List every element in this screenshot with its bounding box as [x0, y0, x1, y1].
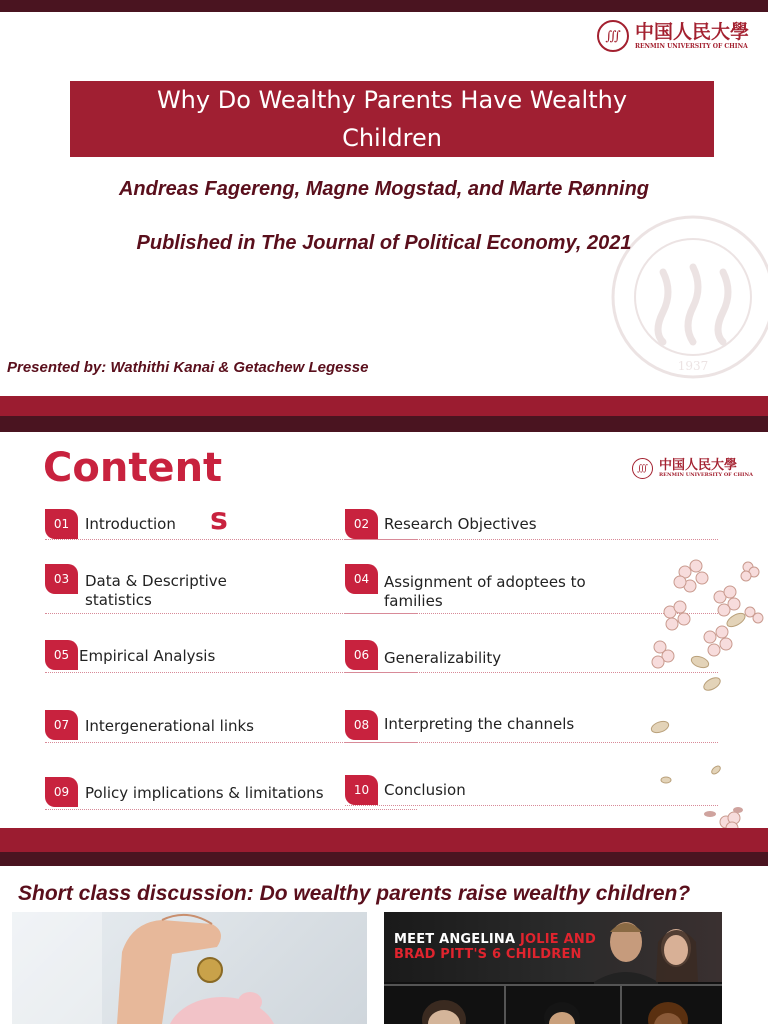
watermark-year: 1937: [677, 359, 709, 373]
logo-chinese: 中国人民大學: [635, 20, 750, 43]
logo-english: RENMIN UNIVERSITY OF CHINA: [635, 42, 748, 50]
headline-part-red: JOLIE AND: [519, 932, 596, 947]
toc-item-interpreting-channels[interactable]: Interpreting the channels: [384, 715, 575, 733]
top-band: [0, 0, 768, 12]
toc-item-data[interactable]: Data & Descriptive statistics: [85, 572, 227, 609]
toc-item-intergenerational-links[interactable]: Intergenerational links: [85, 717, 254, 735]
discussion-question: Short class discussion: Do wealthy parents raise wealthy children?: [18, 882, 691, 905]
authors: Andreas Fagereng, Magne Mogstad, and Marte Rønning: [118, 178, 650, 200]
seal-icon: ∭: [632, 458, 653, 479]
item-number: 03: [45, 564, 78, 594]
separator-band: [0, 828, 768, 852]
separator-band-dark: [0, 416, 768, 432]
title-line-2: Children: [342, 124, 442, 152]
contents-slide: [0, 432, 768, 828]
toc-item-conclusion[interactable]: Conclusion: [384, 781, 466, 799]
item-number: 08: [345, 710, 378, 740]
item-number: 04: [345, 564, 378, 594]
item-number: 10: [345, 775, 378, 805]
toc-item-introduction[interactable]: Introduction: [85, 515, 176, 533]
divider: [345, 539, 718, 540]
people-photo-icon: [384, 912, 722, 1024]
separator-band-dark: [0, 852, 768, 866]
contents-title-overflow: s: [210, 502, 228, 537]
flower-decoration: [650, 552, 768, 828]
toc-item-generalizability[interactable]: Generalizability: [384, 649, 502, 667]
slide-title: [70, 81, 714, 157]
discussion-slide: [0, 866, 768, 1024]
toc-item-research-objectives[interactable]: Research Objectives: [384, 515, 537, 533]
item-number: 09: [45, 777, 78, 807]
headline-part: MEET ANGELINA: [394, 932, 520, 947]
toc-item-empirical-analysis[interactable]: Empirical Analysis: [79, 647, 216, 665]
journal-citation: Published in The Journal of Political Economy, 2021: [136, 232, 632, 254]
contents-title: Content: [43, 445, 223, 491]
item-number: 01: [45, 509, 78, 539]
item-number: 07: [45, 710, 78, 740]
separator-band: [0, 396, 768, 416]
title-line-1: Why Do Wealthy Parents Have Wealthy: [156, 86, 628, 114]
piggy-bank-photo: [12, 912, 367, 1024]
celebrity-news-image: [384, 912, 722, 1024]
title-slide: [0, 12, 768, 396]
university-logo-small: [632, 458, 753, 479]
logo-english: RENMIN UNIVERSITY OF CHINA: [659, 472, 753, 478]
logo-chinese: 中国人民大學: [659, 458, 738, 473]
presenters: Presented by: Wathithi Kanai & Getachew Legesse: [7, 359, 369, 376]
item-number: 06: [345, 640, 378, 670]
toc-item-policy-implications[interactable]: Policy implications & limitations: [85, 784, 324, 802]
item-number: 05: [45, 640, 78, 670]
hand-coin-piggy-icon: [12, 912, 367, 1024]
university-logo: [597, 20, 749, 52]
seal-icon: ∭: [597, 20, 629, 52]
divider: [45, 809, 417, 810]
item-number: 02: [345, 509, 378, 539]
toc-item-assignment[interactable]: Assignment of adoptees to families: [384, 573, 586, 610]
headline-line-2: BRAD PITT'S 6 CHILDREN: [394, 947, 582, 962]
